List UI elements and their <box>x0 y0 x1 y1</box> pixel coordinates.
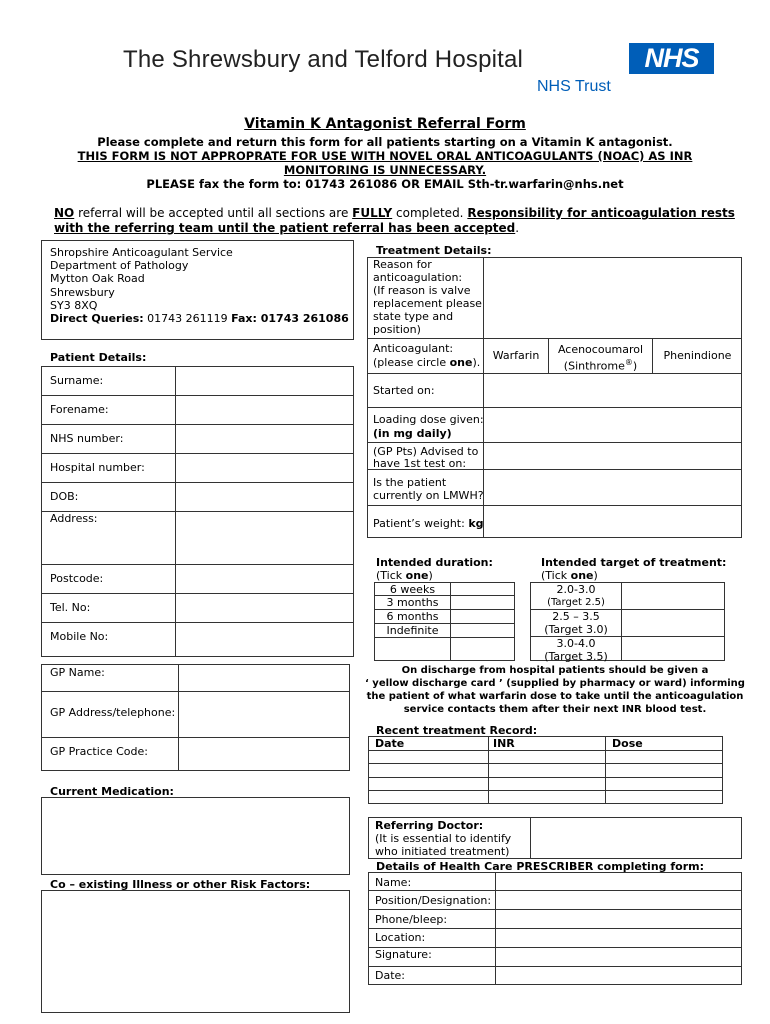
referring-doctor-field[interactable] <box>532 819 740 858</box>
current-medication-field[interactable] <box>41 797 350 875</box>
lmwh-label-2: currently on LMWH? <box>373 489 484 502</box>
referring-doctor-label: Referring Doctor: <box>375 819 484 832</box>
coexisting-heading: Co – existing Illness or other Risk Factors: <box>50 878 311 891</box>
referring-doctor-note-2: who initiated treatment) <box>375 845 510 858</box>
duration-tick-box[interactable] <box>451 610 514 622</box>
prescriber-date-field[interactable] <box>497 968 740 984</box>
column-dose: Dose <box>612 737 643 750</box>
tel-field[interactable] <box>177 595 352 621</box>
treatment-details-heading: Treatment Details: <box>376 244 492 257</box>
prescriber-signature-label: Signature: <box>375 948 432 961</box>
target-tick-instruction: (Tick one) <box>541 569 598 582</box>
duration-tick-box[interactable] <box>451 624 514 636</box>
reason-label-1: Reason for <box>373 258 432 271</box>
option-acenocoumarol[interactable]: Acenocoumarol <box>557 343 644 356</box>
coexisting-field[interactable] <box>41 890 350 1013</box>
duration-option[interactable]: 6 weeks <box>389 583 436 596</box>
anticoagulant-instruction: (please circle one). <box>373 356 481 369</box>
hospital-number-label: Hospital number: <box>50 461 145 474</box>
duration-option[interactable]: 3 months <box>386 596 439 609</box>
duration-option[interactable]: Indefinite <box>386 624 439 637</box>
target-tick-box[interactable] <box>622 583 724 608</box>
discharge-note-3: the patient of what warfarin dose to take until the anticoagulation <box>366 691 744 702</box>
current-medication-heading: Current Medication: <box>50 785 174 798</box>
address-line-5: SY3 8XQ <box>50 299 98 312</box>
dob-field[interactable] <box>177 484 352 510</box>
duration-option[interactable]: 6 months <box>386 610 439 623</box>
gp-address-field[interactable] <box>180 693 348 736</box>
weight-label: Patient’s weight: kg <box>373 517 484 530</box>
gp-name-label: GP Name: <box>50 666 105 679</box>
instruction-line-3: MONITORING IS UNNECESSARY. <box>283 163 487 177</box>
notice-line-1: NO referral will be accepted until all sections are FULLY completed. Responsibility for anticoagulation rests <box>54 206 735 220</box>
address-line-2: Department of Pathology <box>50 259 189 272</box>
prescriber-position-field[interactable] <box>497 892 740 908</box>
gp-practice-code-label: GP Practice Code: <box>50 745 148 758</box>
address-field[interactable] <box>177 513 352 563</box>
mobile-label: Mobile No: <box>50 630 109 643</box>
referring-doctor-note-1: (It is essential to identify <box>375 832 512 845</box>
gp-practice-code-field[interactable] <box>180 739 348 769</box>
target-option-3-4-note: (Target 3.5) <box>544 650 608 663</box>
prescriber-heading: Details of Health Care PRESCRIBER completing form: <box>376 860 704 873</box>
weight-field[interactable] <box>485 507 740 537</box>
direct-queries: Direct Queries: 01743 261119 Fax: 01743 261086 <box>50 312 349 325</box>
reason-label-3: (If reason is valve <box>373 284 471 297</box>
hospital-number-field[interactable] <box>177 455 352 481</box>
intended-duration-heading: Intended duration: <box>376 556 493 569</box>
notice-responsibility: Responsibility for anticoagulation rests <box>467 206 735 220</box>
instruction-line-2: THIS FORM IS NOT APPROPRATE FOR USE WITH NOVEL ORAL ANTICOAGULANTS (NOAC) AS INR <box>77 149 693 163</box>
option-acenocoumarol-brand[interactable]: (Sinthrome®) <box>563 358 638 373</box>
notice-fully: FULLY <box>352 206 393 220</box>
intended-target-heading: Intended target of treatment: <box>541 556 727 569</box>
prescriber-name-label: Name: <box>375 876 412 889</box>
prescriber-location-label: Location: <box>375 931 426 944</box>
target-option-2-5-3-5-note: (Target 3.0) <box>544 623 608 636</box>
started-on-field[interactable] <box>485 375 740 406</box>
started-on-label: Started on: <box>373 384 435 397</box>
duration-tick-box[interactable] <box>451 596 514 608</box>
discharge-note-1: On discharge from hospital patients should be given a <box>401 665 709 676</box>
anticoagulant-label: Anticoagulant: <box>373 342 454 355</box>
loading-dose-unit: (in mg daily) <box>373 427 452 440</box>
gp-advised-label-1: (GP Pts) Advised to <box>373 445 479 458</box>
patient-details-heading: Patient Details: <box>50 351 147 364</box>
gp-advised-field[interactable] <box>485 444 740 468</box>
prescriber-position-label: Position/Designation: <box>375 894 492 907</box>
recent-treatment-table <box>368 736 723 804</box>
loading-dose-field[interactable] <box>485 409 740 441</box>
loading-dose-label: Loading dose given: <box>373 413 484 426</box>
dob-label: DOB: <box>50 490 79 503</box>
target-option-2-3[interactable]: 2.0-3.0 <box>556 583 596 596</box>
lmwh-field[interactable] <box>485 471 740 504</box>
target-option-2-5-3-5[interactable]: 2.5 – 3.5 <box>552 610 600 623</box>
reason-label-4: replacement please <box>373 297 482 310</box>
postcode-field[interactable] <box>177 566 352 592</box>
forename-label: Forename: <box>50 403 109 416</box>
duration-tick-box[interactable] <box>451 583 514 595</box>
column-date: Date <box>375 737 405 750</box>
fax-email-line: PLEASE fax the form to: 01743 261086 OR EMAIL Sth-tr.warfarin@nhs.net <box>146 177 624 191</box>
notice-line-2: with the referring team until the patient referral has been accepted. <box>54 221 520 235</box>
nhs-number-label: NHS number: <box>50 432 124 445</box>
prescriber-date-label: Date: <box>375 969 405 982</box>
lmwh-label-1: Is the patient <box>373 476 447 489</box>
form-title: Vitamin K Antagonist Referral Form <box>244 116 526 132</box>
reason-label-2: anticoagulation: <box>373 271 463 284</box>
mobile-field[interactable] <box>177 624 352 655</box>
prescriber-name-field[interactable] <box>497 873 740 889</box>
postcode-label: Postcode: <box>50 572 104 585</box>
tel-label: Tel. No: <box>50 601 91 614</box>
gp-address-label: GP Address/telephone: <box>50 706 176 719</box>
address-label: Address: <box>50 512 98 525</box>
instruction-line-1: Please complete and return this form for all patients starting on a Vitamin K antagonist. <box>97 135 673 149</box>
recent-treatment-heading: Recent treatment Record: <box>376 724 538 737</box>
surname-field[interactable] <box>177 368 352 394</box>
target-tick-box[interactable] <box>622 637 724 660</box>
option-phenindione[interactable]: Phenindione <box>663 349 732 362</box>
reason-label-6: position) <box>373 323 421 336</box>
notice-no: NO <box>54 206 75 220</box>
nhs-logo: NHS <box>629 43 714 74</box>
address-line-4: Shrewsbury <box>50 286 115 299</box>
address-line-3: Mytton Oak Road <box>50 272 145 285</box>
surname-label: Surname: <box>50 374 104 387</box>
reason-field[interactable] <box>485 259 740 337</box>
duration-tick-instruction: (Tick one) <box>376 569 433 582</box>
forename-field[interactable] <box>177 397 352 423</box>
option-warfarin[interactable]: Warfarin <box>492 349 540 362</box>
hospital-name: The Shrewsbury and Telford Hospital <box>123 46 524 73</box>
prescriber-signature-field[interactable] <box>497 949 740 965</box>
prescriber-phone-label: Phone/bleep: <box>375 913 448 926</box>
discharge-note-2: ‘ yellow discharge card ’ (supplied by pharmacy or ward) informing <box>365 678 745 689</box>
gp-name-field[interactable] <box>180 666 348 690</box>
target-option-3-4[interactable]: 3.0-4.0 <box>556 637 596 650</box>
reason-label-5: state type and <box>373 310 454 323</box>
target-tick-box[interactable] <box>622 610 724 635</box>
discharge-note-4: service contacts them after their next INR blood test. <box>403 704 707 715</box>
nhs-number-field[interactable] <box>177 426 352 452</box>
address-line-1: Shropshire Anticoagulant Service <box>50 246 233 259</box>
gp-advised-label-2: have 1st test on: <box>373 457 467 470</box>
prescriber-phone-field[interactable] <box>497 911 740 927</box>
column-inr: INR <box>493 737 515 750</box>
prescriber-location-field[interactable] <box>497 930 740 946</box>
nhs-trust-label: NHS Trust <box>537 78 611 95</box>
target-option-2-3-note: (Target 2.5) <box>547 597 605 608</box>
